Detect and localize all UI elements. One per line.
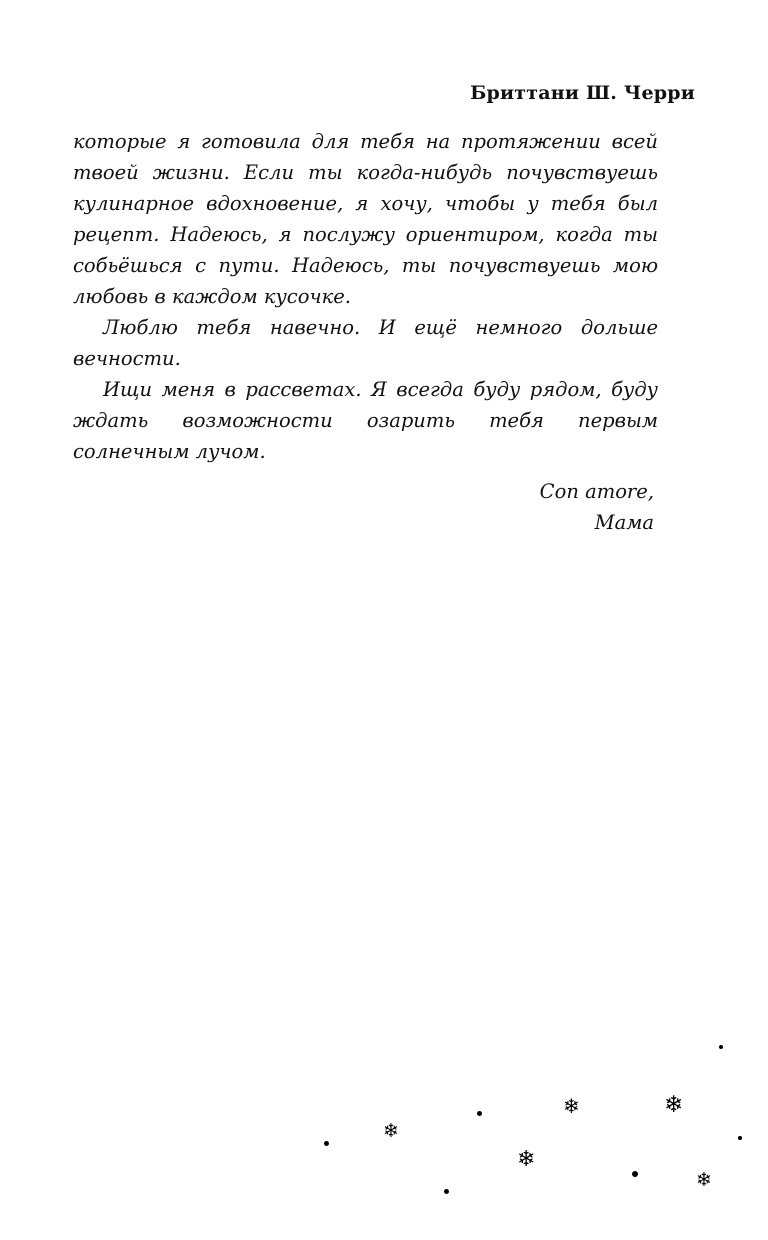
running-head-author: Бриттани Ш. Черри xyxy=(470,82,695,104)
signature-name: Мама xyxy=(594,511,654,534)
snow-dot-icon xyxy=(719,1045,723,1049)
snowflake-icon: ❄ xyxy=(383,1120,399,1142)
snow-dot-icon xyxy=(444,1189,449,1194)
snowflake-icon: ❄ xyxy=(664,1092,684,1118)
letter-signature xyxy=(73,476,658,538)
snow-dot-icon xyxy=(632,1171,638,1177)
paragraph: которые я готовила для тебя на протяжении всей твоей жизни. Если ты когда-нибудь почувствуешь кулинарное вдохновение, я хочу, чтобы у тебя был рецепт. Надеюсь, я послужу ориентиром, когда ты собьёшься с пути. Надеюсь, ты почувствуешь мою любовь в каждом кусочке. xyxy=(73,130,658,308)
page-body-text xyxy=(73,126,658,538)
snowflake-icon: ❄ xyxy=(517,1147,536,1172)
snow-dot-icon xyxy=(324,1141,329,1146)
paragraph: Ищи меня в рассветах. Я всегда буду рядом, буду ждать возможности озарить тебя первым солнечным лучом. xyxy=(73,378,658,463)
snowflake-icon: ❄ xyxy=(563,1094,580,1118)
snow-dot-icon xyxy=(477,1111,482,1116)
snowflake-icon: ❄ xyxy=(696,1169,712,1191)
snow-dot-icon xyxy=(738,1136,742,1140)
paragraph: Люблю тебя навечно. И ещё немного дольше вечности. xyxy=(73,316,658,370)
signature-closing: Con amore, xyxy=(539,480,654,503)
